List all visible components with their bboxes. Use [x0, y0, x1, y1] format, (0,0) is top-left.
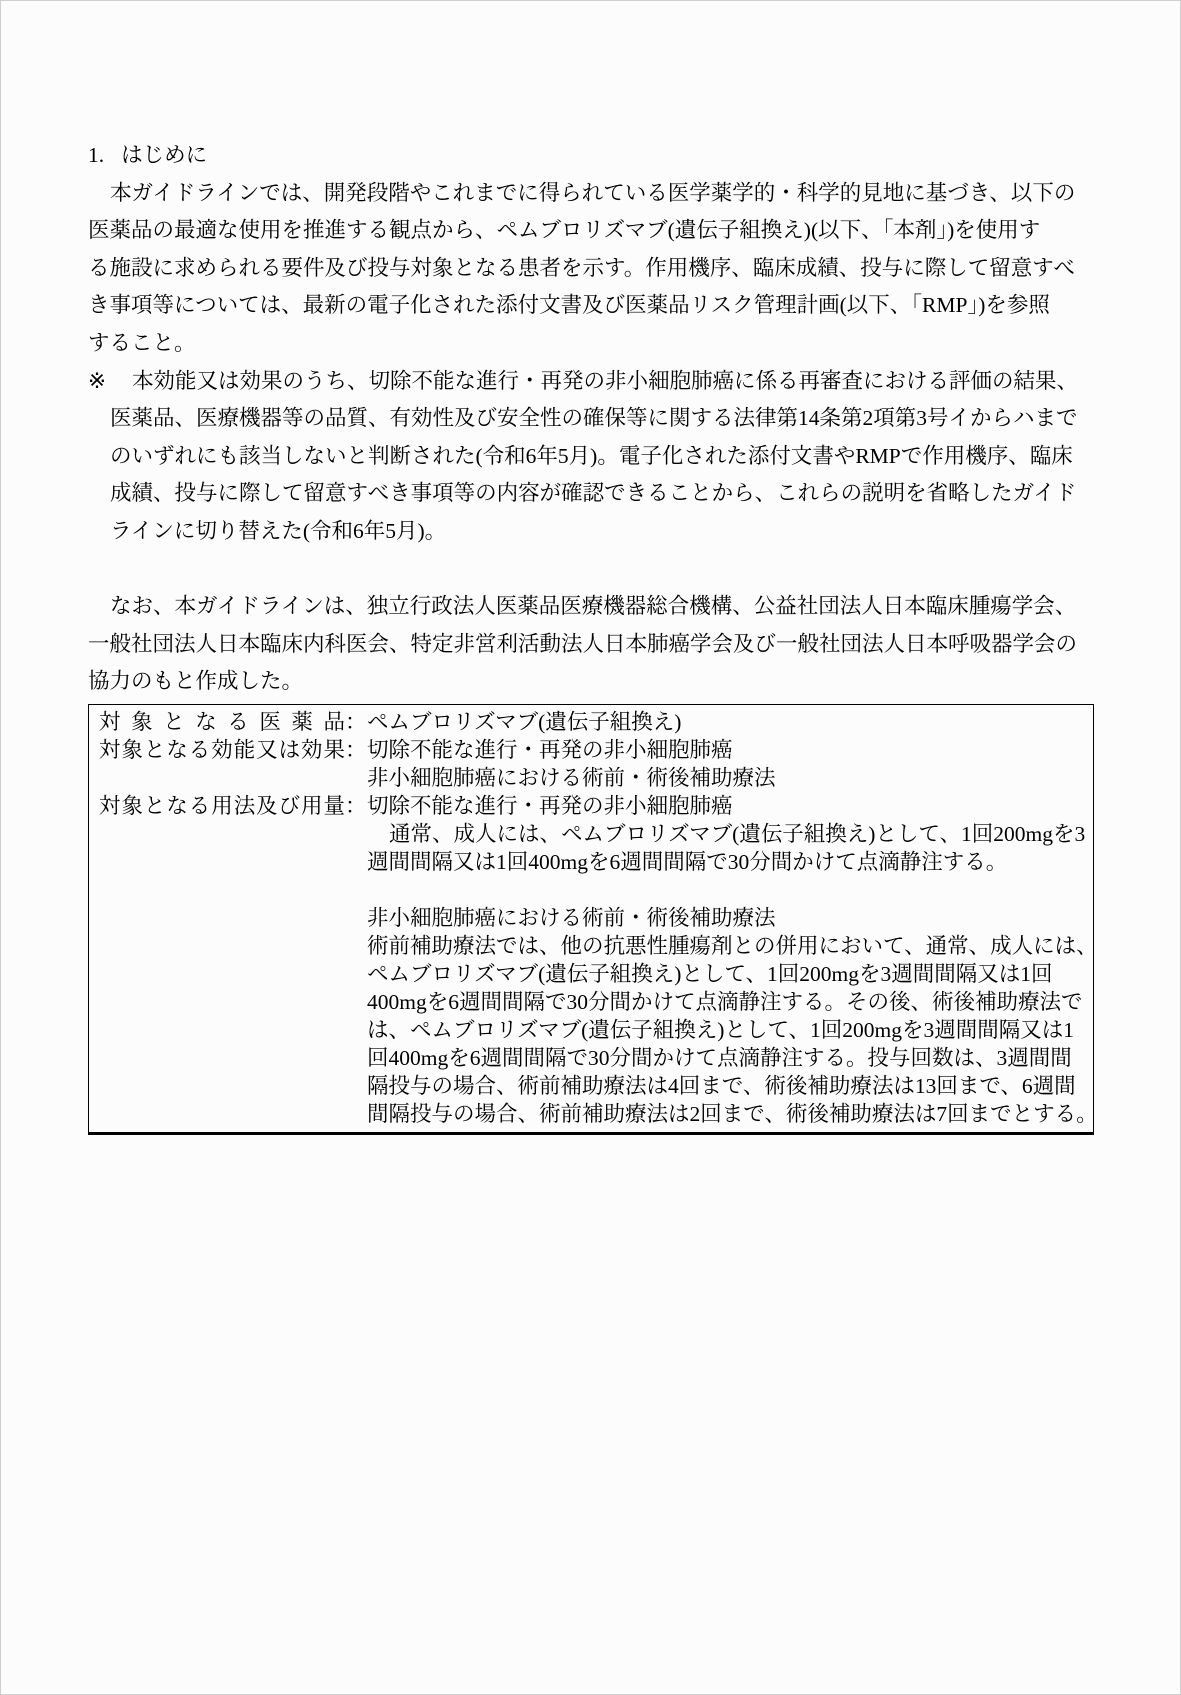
- paragraph-line: 一般社団法人日本臨床内科医会、特定非営利活動法人日本肺癌学会及び一般社団法人日本呼吸器学会の: [88, 631, 1078, 656]
- paragraph-line: 医薬品、医療機器等の品質、有効性及び安全性の確保等に関する法律第14条第2項第3号イからハまで: [110, 406, 1078, 431]
- section-heading: [88, 137, 1094, 175]
- intro-paragraph: [88, 175, 1094, 363]
- content-line: 非小細胞肺癌における術前・術後補助療法: [367, 905, 776, 930]
- summary-row-dosage: [99, 792, 1098, 1128]
- paragraph-line: 協力のもと作成した。: [88, 669, 304, 694]
- blank-line: [88, 551, 1094, 589]
- heading-title: はじめに: [121, 143, 208, 167]
- content-line: 隔投与の場合、術前補助療法は4回まで、術後補助療法は13回まで、6週間: [367, 1073, 1076, 1098]
- content-line: 術前補助療法では、他の抗悪性腫瘍剤との併用において、通常、成人には、: [367, 933, 1098, 958]
- row-label: 対象となる効能又は効果: [99, 737, 345, 762]
- row-label: 対象となる医薬品: [99, 709, 345, 734]
- content-line: は、ペムブロリズマブ(遺伝子組換え)として、1回200mgを3週間間隔又は1: [367, 1017, 1075, 1042]
- paragraph-line: 本ガイドラインでは、開発段階やこれまでに得られている医学薬学的・科学的見地に基づき、以下の: [110, 180, 1076, 205]
- paragraph-line: [88, 363, 1094, 401]
- row-separator: ：: [345, 709, 367, 734]
- paragraph-line: のいずれにも該当しないと判断された(令和6年5月)。電子化された添付文書やRMPで作用機序、臨床: [110, 443, 1073, 468]
- addendum-paragraph: [88, 588, 1094, 701]
- paragraph-line: 成績、投与に際して留意すべき事項等の内容が確認できることから、これらの説明を省略したガイド: [110, 481, 1077, 506]
- content-line: 間隔投与の場合、術前補助療法は2回まで、術後補助療法は7回までとする。: [367, 1101, 1098, 1126]
- content-line: 400mgを6週間間隔で30分間かけて点滴静注する。その後、術後補助療法で: [367, 989, 1083, 1014]
- heading-number: 1.: [88, 143, 105, 167]
- content-line: 切除不能な進行・再発の非小細胞肺癌: [367, 737, 733, 762]
- content-line: 通常、成人には、ペムブロリズマブ(遺伝子組換え)として、1回200mgを3: [389, 821, 1086, 846]
- page-content: [88, 137, 1098, 1135]
- paragraph-line: 医薬品の最適な使用を推進する観点から、ペムブロリズマブ(遺伝子組換え)(以下、「本剤」)を使用す: [88, 218, 1041, 243]
- row-content: [367, 708, 1087, 736]
- content-line: ペムブロリズマブ(遺伝子組換え)として、1回200mgを3週間間隔又は1回: [367, 961, 1053, 986]
- paragraph-line: なお、本ガイドラインは、独立行政法人医薬品医療機器総合機構、公益社団法人日本臨床腫瘍学会、: [110, 594, 1077, 619]
- row-separator: ：: [345, 793, 367, 818]
- paragraph-line: き事項等については、最新の電子化された添付文書及び医薬品リスク管理計画(以下、「RMP」)を参照: [88, 293, 1050, 318]
- row-separator: ：: [345, 737, 367, 762]
- content-line-blank: [367, 876, 1087, 904]
- paragraph-line: る施設に求められる要件及び投与対象となる患者を示す。作用機序、臨床成績、投与に際して留意すべ: [88, 255, 1075, 280]
- note-marker: ※: [88, 368, 107, 393]
- row-label: 対象となる用法及び用量: [99, 793, 345, 818]
- note-line-text: 本効能又は効果のうち、切除不能な進行・再発の非小細胞肺癌に係る再審査における評価の結果、: [132, 368, 1079, 393]
- row-content: [367, 736, 1087, 792]
- summary-row-medicine: [99, 708, 1087, 736]
- content-line: 回400mgを6週間間隔で30分間かけて点滴静注する。投与回数は、3週間間: [367, 1045, 1072, 1070]
- paragraph-line: すること。: [88, 330, 196, 355]
- paragraph-line: ラインに切り替えた(令和6年5月)。: [110, 518, 447, 543]
- row-content: [367, 792, 1098, 1128]
- summary-row-indication: [99, 736, 1087, 792]
- summary-box: [88, 704, 1098, 1135]
- content-line: 非小細胞肺癌における術前・術後補助療法: [367, 765, 776, 790]
- content-line: 切除不能な進行・再発の非小細胞肺癌: [367, 793, 733, 818]
- content-line: ペムブロリズマブ(遺伝子組換え): [367, 709, 682, 734]
- content-line: 週間間隔又は1回400mgを6週間間隔で30分間かけて点滴静注する。: [367, 849, 1008, 874]
- note-paragraph: [88, 363, 1094, 551]
